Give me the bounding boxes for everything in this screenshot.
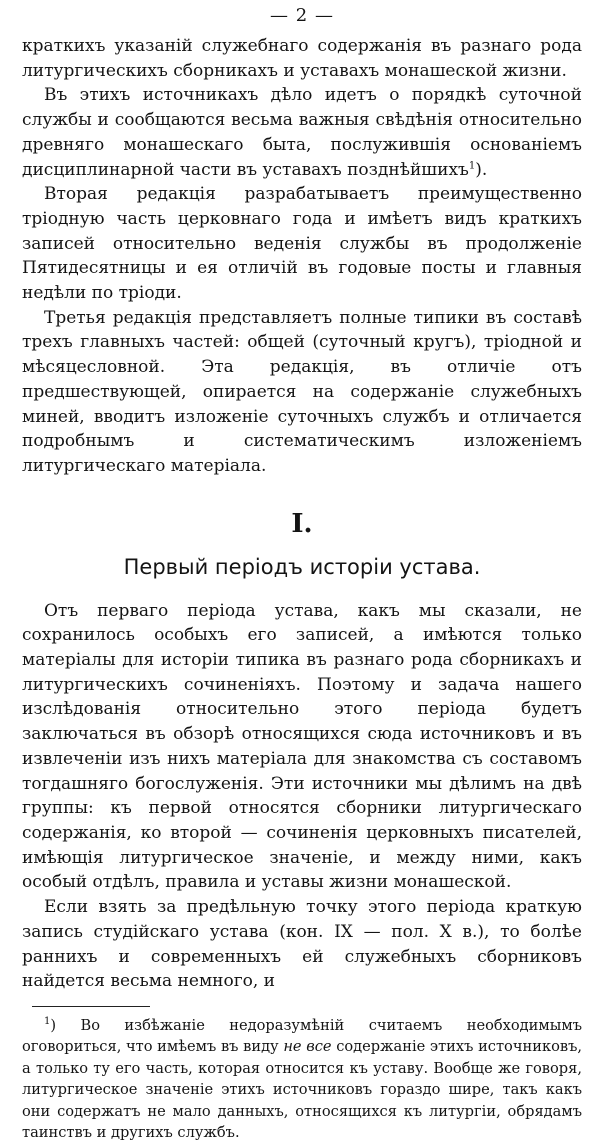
paragraph: Если взять за предѣльную точку этого періода краткую запись студійскаго устава (кон. IX — пол. X в.), то болѣе раннихъ и современныхъ ей служебныхъ сборниковъ найдется весьма немного, и: [22, 897, 582, 992]
paragraph: краткихъ указаній служебнаго содержанія въ разнаго рода литургическихъ сборникахъ и уставахъ монашеской жизни.: [22, 36, 582, 81]
paragraph: Вторая редакція разрабатываетъ преимущественно тріодную часть церковнаго года и имѣетъ видъ краткихъ записей относительно веденія службы въ продолженіе Пятидесятницы и ея отличій въ годовые посты и главныя недѣли по тріоди.: [22, 184, 582, 304]
paragraph-text: Въ этихъ источникахъ дѣло идетъ о порядкѣ суточной службы и сообщаются весьма важныя свѣдѣнія относительно древняго монашескаго быта, послужившія основаніемъ дисциплинарной части въ уставахъ позднѣйшихъ: [22, 85, 582, 180]
footnote-reference[interactable]: 1: [468, 159, 476, 171]
paragraph: Отъ перваго періода устава, какъ мы сказали, не сохранилось особыхъ его записей, а имѣются только матеріалы для исторіи типика въ разнаго рода сборникахъ и литургическихъ сочиненіяхъ. Поэтому и задача нашего изслѣдованія относительно этого періода будетъ заключаться въ обзорѣ относящихся сюда источниковъ и въ извлеченіи изъ нихъ матеріала для знакомства съ составомъ тогдашняго богослуженія. Эти источники мы дѣлимъ на двѣ группы: къ первой относятся сборники литургическаго содержанія, ко второй — сочиненія церковныхъ писателей, имѣющія литургическое значеніе, и между ними, какъ особый отдѣлъ, правила и уставы жизни монашеской.: [22, 600, 582, 893]
paragraph: [22, 83, 582, 182]
footnote-text-end: содержаніе этихъ источниковъ, а только ту его часть, которая относится къ уставу. Вообще же говоря, литургическое значеніе этихъ источниковъ гораздо шире, такъ какъ они содержатъ не мало данныхъ, относящихся къ литургіи, обрядамъ таинствъ и другихъ службъ.: [22, 1038, 582, 1142]
footnote-mark: 1: [44, 1016, 51, 1028]
document-page: [22, 4, 582, 1142]
section-title: Первый періодъ исторіи устава.: [123, 554, 481, 579]
footnote-text: ) Во избѣжаніе недоразумѣній считаемъ необходимымъ оговориться, что имѣемъ въ виду: [22, 1016, 582, 1056]
paragraph: Третья редакція представляетъ полные типики въ составѣ трехъ главныхъ частей: общей (суточный кругъ), тріодной и мѣсяцесловной. Эта редакція, въ отличіе отъ предшествующей, опирается на содержаніе служебныхъ миней, вводитъ изложеніе суточныхъ службъ и отличается подробнымъ и систематическимъ изложеніемъ литургическаго матеріала.: [22, 307, 582, 476]
footnote-divider: [32, 1006, 150, 1007]
section-numeral: I.: [291, 508, 313, 539]
paragraph-text-end: ).: [475, 159, 488, 180]
footnote: [22, 1015, 582, 1144]
page-number: — 2 —: [270, 5, 334, 26]
intro-text: [22, 34, 582, 479]
footnote-emphasis: не все: [283, 1038, 332, 1056]
section-body: [22, 599, 582, 994]
